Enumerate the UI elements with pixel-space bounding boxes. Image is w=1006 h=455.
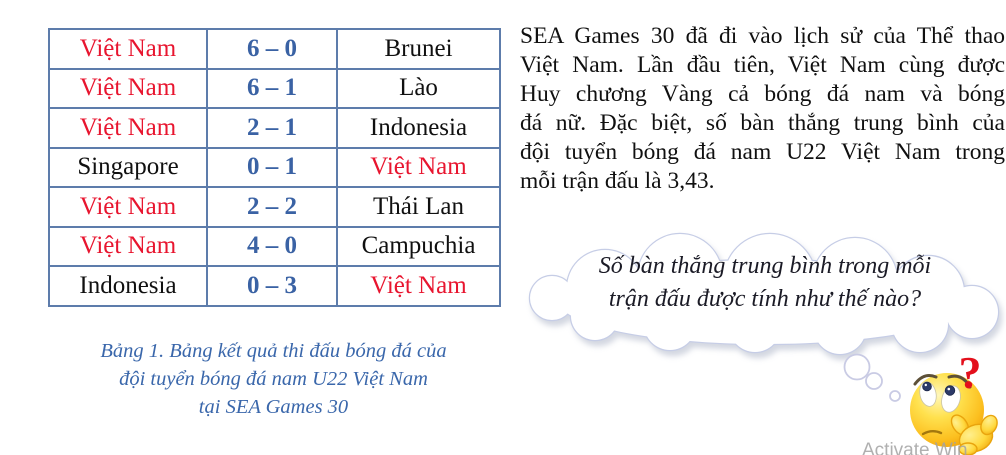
home-team-cell: Indonesia — [49, 266, 207, 306]
away-team-cell: Việt Nam — [337, 148, 500, 188]
question-mark-icon: ? — [958, 347, 982, 398]
away-team-cell: Campuchia — [337, 227, 500, 267]
table-row — [49, 148, 500, 188]
home-team-cell: Việt Nam — [49, 29, 207, 69]
activate-windows-watermark: Activate Win — [862, 440, 968, 455]
paragraph-line: SEA Games 30 đã đi vào lịch sử của Thể thao — [520, 23, 1005, 49]
away-team-cell: Lào — [337, 69, 500, 109]
body-paragraph — [520, 22, 1005, 196]
score-cell: 0 – 3 — [207, 266, 337, 306]
bubble-line: Số bàn thắng trung bình trong mỗi — [598, 253, 932, 279]
away-team-cell: Indonesia — [337, 108, 500, 148]
score-cell: 6 – 0 — [207, 29, 337, 69]
away-team-cell: Thái Lan — [337, 187, 500, 227]
paragraph-line: Huy chương Vàng cả bóng đá nam và bóng — [520, 81, 1005, 107]
paragraph-line: đội tuyển bóng đá nam U22 Việt Nam trong — [520, 139, 1005, 165]
paragraph-line: mỗi trận đấu là 3,43. — [520, 168, 715, 194]
away-team-cell: Việt Nam — [337, 266, 500, 306]
paragraph-line: Việt Nam. Lần đầu tiên, Việt Nam cùng được — [520, 52, 1005, 78]
table-row — [49, 187, 500, 227]
caption-line: Bảng 1. Bảng kết quả thi đấu bóng đá của — [100, 340, 447, 362]
table-row — [49, 266, 500, 306]
table-row — [49, 69, 500, 109]
match-results-table — [48, 28, 501, 307]
caption-line: đội tuyển bóng đá nam U22 Việt Nam — [119, 368, 428, 390]
score-cell: 2 – 1 — [207, 108, 337, 148]
table-caption — [48, 337, 499, 421]
home-team-cell: Việt Nam — [49, 69, 207, 109]
paragraph-line: đá nữ. Đặc biệt, số bàn thắng trung bình của — [520, 110, 1005, 136]
score-cell: 2 – 2 — [207, 187, 337, 227]
table-row — [49, 29, 500, 69]
thought-bubble-text — [545, 250, 985, 316]
home-team-cell: Singapore — [49, 148, 207, 188]
score-cell: 6 – 1 — [207, 69, 337, 109]
score-cell: 0 – 1 — [207, 148, 337, 188]
home-team-cell: Việt Nam — [49, 108, 207, 148]
table-row — [49, 108, 500, 148]
away-team-cell: Brunei — [337, 29, 500, 69]
thinking-face-emoji-icon — [893, 346, 1006, 455]
home-team-cell: Việt Nam — [49, 227, 207, 267]
bubble-line: trận đấu được tính như thế nào? — [608, 286, 922, 312]
table-row — [49, 227, 500, 267]
caption-line: tại SEA Games 30 — [198, 396, 349, 418]
home-team-cell: Việt Nam — [49, 187, 207, 227]
score-cell: 4 – 0 — [207, 227, 337, 267]
